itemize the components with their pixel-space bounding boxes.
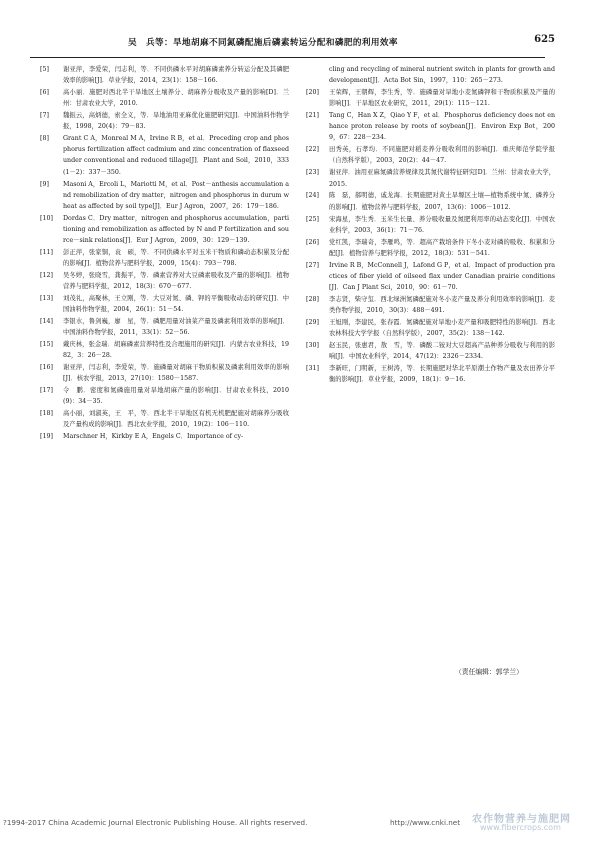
reference-item	[40, 110, 289, 132]
reference-text: 田秀英，石孝均．不同施肥对稻麦养分吸收利用的影响[J]．重庆师范学院学报（自然科学版），2003，20(2)：44－47.	[329, 146, 555, 165]
watermark-text: 农作物营养与施肥网	[472, 814, 571, 825]
reference-list-left	[40, 64, 289, 443]
footer-link[interactable]: http://www.cnki.net	[390, 818, 461, 827]
reference-text: 戴庆林，张金瑞．胡麻磷素营养特性及合理施用的研究[J]．内蒙古农业科技，1982，3：26－28.	[63, 341, 289, 360]
running-header	[40, 30, 555, 50]
reference-text: 魏振云，高炳德，索全义，等．旱地油用亚麻优化施肥研究[J]．中国油料作物学报，1998，20(4)：79－83.	[63, 112, 289, 131]
reference-text: Irvine R B，McConnell J，Lafond G P，et al．Impact of production practices of fiber yield of oilseed flax under Canadian prairie conditions[J]．Can J Plant Sci，2010，90：61－70.	[329, 261, 555, 291]
reference-item	[306, 64, 555, 86]
reference-number: [31]	[306, 365, 319, 373]
reference-number: [26]	[306, 238, 319, 246]
reference-text: 谢亚萍，闫志利，李爱荣，等．施磷量对胡麻干物质积累及磷素利用效率的影响[J]．核农学报，2013，27(10)：1580－1587.	[63, 364, 289, 383]
reference-text: Grant C A，Monreal M A，Irvine R B，et al．Preceding crop and phosphorus fertilization affect cadmium and zinc concentration of flaxseed under conventional and reduced tillage[J]．Plant and Soil，2010，333(1－2)：337－350.	[63, 135, 289, 176]
reference-text: 李新旺，门明新，王树涛，等．长期施肥对华北平原潮土作物产量及农田养分平衡的影响[J]．草业学报，2009，18(1)：9－16.	[329, 365, 555, 384]
reference-item	[40, 87, 289, 109]
reference-item	[306, 237, 555, 259]
reference-number: [11]	[40, 248, 53, 256]
reference-item	[306, 87, 555, 109]
reference-number: [6]	[40, 89, 49, 97]
reference-number: [30]	[306, 342, 319, 350]
reference-text: 彭正萍，张家铜，袁 硕，等．不同供磷水平对玉米干物质和磷动态积累及分配的影响[J]．植物营养与肥料学报，2009，15(4)：793－798.	[63, 248, 289, 267]
reference-number: [9]	[40, 180, 49, 188]
reference-list-right	[306, 64, 555, 386]
reference-number: [10]	[40, 214, 53, 222]
reference-number: [16]	[40, 364, 53, 372]
page-number: 625	[534, 34, 555, 45]
reference-number: [18]	[40, 410, 53, 418]
reference-text: 赵玉民，张惠君，敖 雪，等．磷酸二铵对大豆超高产品种养分吸收与利用的影响[J]．中国农业科学，2014，47(12)：2326－2334.	[329, 342, 555, 361]
reference-text: 李银水，鲁剑巍，廖 星，等．磷肥用量对油菜产量及磷素利用效率的影响[J]．中国油料作物学报，2011，33(1)：52－56.	[63, 318, 289, 337]
reference-number: [5]	[40, 66, 49, 73]
reference-number: [21]	[306, 112, 319, 120]
reference-text: Marschner H，Kirkby E A，Engels C．Importance of cy-	[63, 433, 244, 441]
reference-number: [23]	[306, 169, 319, 177]
reference-item	[40, 247, 289, 269]
reference-number: [22]	[306, 146, 319, 154]
reference-item	[40, 339, 289, 361]
reference-item	[306, 363, 555, 385]
reference-number: [27]	[306, 261, 319, 269]
reference-number: [12]	[40, 271, 53, 279]
reference-text: 高小丽．施肥对西北半干旱地区土壤养分、胡麻养分吸收及产量的影响[D]．兰州：甘肃农业大学，2010.	[63, 89, 289, 108]
reference-item	[40, 179, 289, 212]
reference-item	[306, 214, 555, 236]
reference-item	[40, 408, 289, 430]
reference-number: [7]	[40, 112, 49, 120]
reference-text: 王旭刚，李建民，张春霞．氮磷配施对旱地小麦产量和吸肥特性的影响[J]．西北农林科技大学学报（自然科学版），2007，35(2)：138－142.	[329, 318, 555, 338]
reference-number: [13]	[40, 295, 53, 302]
reference-item	[306, 190, 555, 212]
running-title: 吴 兵等：旱地胡麻不同氮磷配施后磷素转运分配和磷肥的利用效率	[128, 38, 398, 48]
reference-text: Tang C，Han X Z，Qiao Y F，et al．Phosphorus deficiency does not enhance proton release by roots of soybean[J]．Environ Exp Bot，2009，67：228－234.	[329, 112, 555, 142]
reference-number: [20]	[306, 89, 319, 97]
reference-item	[306, 340, 555, 362]
reference-item	[40, 293, 289, 315]
reference-text: Masoni A，Ercoli L，Mariotti M，et al．Post－anthesis accumulation and remobilization of dry matter，nitrogen and phosphorus in durum wheat as affected by soil type[J]．Eur J Agron，2007，26：179－186.	[63, 180, 289, 210]
watermark-url: www.fibercrops.com	[480, 823, 561, 832]
reference-item	[40, 431, 289, 442]
reference-text: 宋海星，李生秀．玉米生长量、养分吸收量及氮肥利用率的动态变化[J]．中国农业科学，2003，36(1)：71－76.	[329, 215, 555, 234]
reference-number: [8]	[40, 135, 49, 143]
reference-text: 李志贤，柴守玺．西北绿洲氮磷配施对冬小麦产量及养分利用效率的影响[J]．麦类作物学报，2010，30(3)：488－491.	[329, 295, 555, 314]
reference-number: [19]	[40, 433, 53, 441]
reference-item	[306, 260, 555, 293]
reference-text: 王荣辉，王朝辉，李生秀，等．施磷量对旱地小麦氮磷钾和干物质积累及产量的影响[J]．干旱地区农业研究，2011，29(1)：115－121.	[329, 89, 555, 108]
reference-item	[40, 133, 289, 177]
reference-number: [25]	[306, 215, 319, 223]
responsible-editor: （责任编辑：郭学兰）	[455, 668, 523, 676]
reference-item	[40, 270, 289, 292]
reference-item	[306, 110, 555, 143]
copyright-text: ?1994-2017 China Academic Journal Electronic Publishing House. All rights reserved.	[3, 818, 308, 827]
reference-text: 谢亚萍．油用亚麻氮磷营养规律及其氮代谢特征研究[D]．兰州：甘肃农业大学，2015.	[329, 169, 555, 188]
reference-item	[40, 362, 289, 384]
reference-number: [29]	[306, 318, 319, 326]
reference-number: [14]	[40, 318, 53, 326]
header-rule	[30, 57, 545, 58]
reference-text: cling and recycling of mineral nutrient switch in plants for growth and development[J]．Acta Bot Sin，1997，110：265－273.	[329, 66, 555, 85]
reference-number: [15]	[40, 341, 53, 349]
reference-text: 陈 磊，郝明德，戚龙海．长期施肥对黄土旱塬区土壤—植物系统中氮、磷养分的影响[J]．植物营养与肥料学报，2007，13(6)：1006－1012.	[329, 192, 555, 211]
reference-item	[306, 144, 555, 166]
reference-number: [17]	[40, 387, 53, 395]
reference-item	[40, 385, 289, 407]
reference-text: 高小丽，刘淑英，王 平，等．西北半干旱地区有机无机肥配施对胡麻养分吸收及产量构成的影响[J]．西北农业学报，2010，19(2)：106－110.	[63, 410, 289, 429]
reference-text: 谢亚萍，李爱荣，闫志利，等．不同供磷水平对胡麻磷素养分转运分配及其磷肥效率的影响[J]．草业学报，2014，23(1)：158－166.	[63, 66, 289, 85]
reference-text: 吴冬婷，张晓雪，龚振平，等．磷素营养对大豆磷素吸收及产量的影响[J]．植物营养与肥料学报，2012，18(3)：670－677.	[63, 271, 289, 291]
reference-item	[40, 316, 289, 338]
reference-text: 党红凯，李瑞奇，李雁鸣，等．超高产栽培条件下冬小麦对磷的吸收、积累和分配[J]．植物营养与肥料学报，2012，18(3)：531－541.	[329, 238, 555, 257]
reference-item	[306, 294, 555, 316]
reference-text: Dordas C．Dry matter，nitrogen and phosphorus accumulation，partitioning and remobilization as affected by N and P fertilization and source－sink relations[J]．Eur J Agron，2009，30：129－139.	[63, 214, 289, 244]
reference-item	[40, 64, 289, 86]
reference-text: 令 鹏．密度和氮磷施用量对旱地胡麻产量的影响[J]．甘肃农业科技，2010(9)：34－35.	[63, 387, 289, 406]
reference-text: 刘茂礼，高聚林，王立刚，等．大豆对氮、磷、钾的平衡吸收动态的研究[J]．中国油料作物学报，2004，26(1)：51－54.	[63, 295, 289, 314]
reference-item	[306, 317, 555, 339]
reference-number: [28]	[306, 295, 319, 303]
reference-item	[306, 167, 555, 189]
reference-item	[40, 213, 289, 246]
reference-number: [24]	[306, 192, 319, 200]
